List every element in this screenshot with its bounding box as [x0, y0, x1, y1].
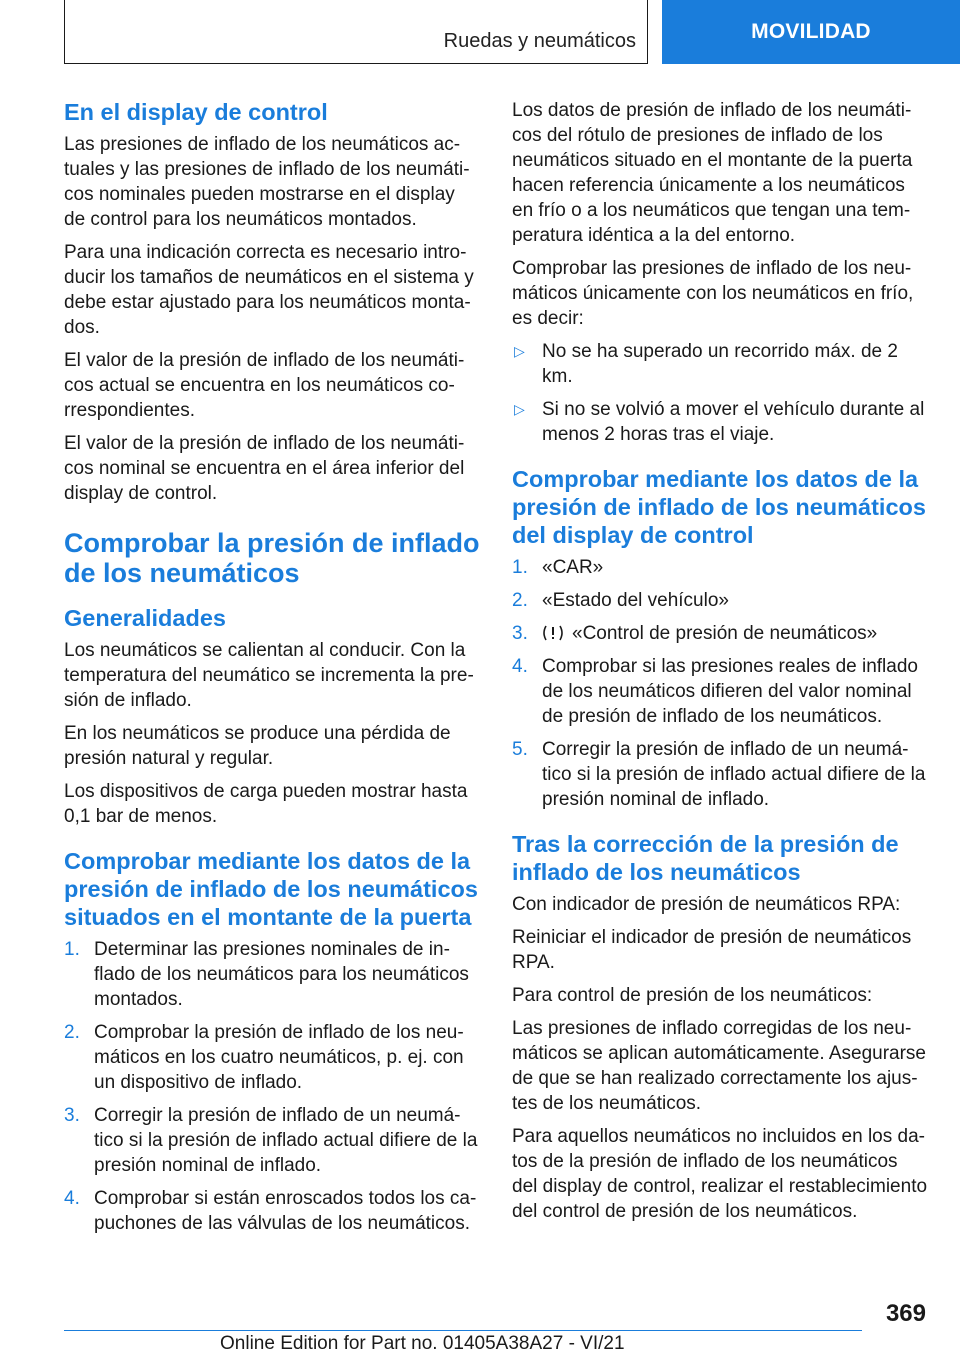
paragraph: Los neumáticos se calientan al conducir. Con la temperatura del neumático se incrementa la presión de inflado. — [64, 640, 474, 711]
list-item: 4. Comprobar si están enroscados todos los capuchones de las válvulas de los neumáticos. — [64, 1188, 477, 1234]
bullet-triangle-icon: ▷ — [514, 401, 525, 417]
page-number: 369 — [885, 1300, 926, 1327]
paragraph: Para una indicación correcta es necesario introducir los tamaños de neumáticos en el sistema y debe estar ajustado para los neumáticos montados. — [64, 242, 474, 338]
heading-display-control: En el display de control — [64, 99, 328, 125]
section-title: Ruedas y neumáticos — [443, 30, 636, 52]
bullet-triangle-icon: ▷ — [514, 343, 525, 359]
heading-door-pillar: Comprobar mediante los datos de la presión de inflado de los neumáticos situados en el montante de la puerta — [64, 848, 478, 930]
paragraph: Para aquellos neumáticos no incluidos en los datos de la presión de inflado de los neumáticos del display de control, realizar el restablecimiento del control de presión de los neumáticos. — [512, 1126, 928, 1222]
paragraph: El valor de la presión de inflado de los neumáticos nominal se encuentra en el área inferior del display de control. — [64, 433, 465, 504]
footer-edition: Online Edition for Part no. 01405A38A27 - VI/21 — [220, 1333, 625, 1354]
paragraph: En los neumáticos se produce una pérdida de presión natural y regular. — [64, 723, 451, 769]
left-column — [64, 98, 480, 1244]
list-item: 5. Corregir la presión de inflado de un neumático si la presión de inflado actual difiere de la presión nominal de inflado. — [512, 739, 926, 810]
list-item: 1. Determinar las presiones nominales de inflado de los neumáticos para los neumáticos montados. — [64, 939, 469, 1010]
heading-general: Generalidades — [64, 605, 226, 631]
paragraph: Las presiones de inflado de los neumáticos actuales y las presiones de inflado de los neumáticos nominales pueden mostrarse en el display de control para los neumáticos montados. — [64, 134, 470, 230]
steps-list-display — [512, 555, 928, 812]
paragraph: Los datos de presión de inflado de los neumáticos del rótulo de presiones de inflado de los neumáticos situado en el montante de la puerta hacen referencia únicamente a los neumáticos en frío o a los neumáticos que tengan una temperatura idéntica a la del entorno. — [512, 100, 913, 246]
list-item: 4. Comprobar si las presiones reales de inflado de los neumáticos difieren del valor nominal de presión de inflado de los neumáticos. — [512, 656, 918, 727]
footer-divider — [64, 1330, 862, 1331]
paragraph: El valor de la presión de inflado de los neumáticos actual se encuentra en los neumáticos correspondientes. — [64, 350, 465, 421]
chapter-tab[interactable]: MOVILIDAD — [662, 0, 960, 64]
heading-display-data: Comprobar mediante los datos de la presión de inflado de los neumáticos del display de control — [512, 466, 926, 548]
heading-check-pressure: Comprobar la presión de inflado de los neumáticos — [64, 528, 480, 588]
paragraph: Reiniciar el indicador de presión de neumáticos RPA. — [512, 927, 912, 973]
list-item: 2. «Estado del vehículo» — [512, 590, 729, 611]
list-item: 3. Corregir la presión de inflado de un neumático si la presión de inflado actual difiere de la presión nominal de inflado. — [64, 1105, 478, 1176]
paragraph: Los dispositivos de carga pueden mostrar hasta 0,1 bar de menos. — [64, 781, 468, 827]
steps-list-door — [64, 937, 480, 1236]
paragraph: Para control de presión de los neumáticos: — [512, 985, 873, 1006]
paragraph: Comprobar las presiones de inflado de los neumáticos únicamente con los neumáticos en frío, es decir: — [512, 258, 914, 329]
heading-after-correction: Tras la corrección de la presión de inflado de los neumáticos — [512, 831, 899, 885]
list-item: 2. Comprobar la presión de inflado de los neumáticos en los cuatro neumáticos, p. ej. con un dispositivo de inflado. — [64, 1022, 464, 1093]
list-item: 3. «Control de presión de neumáticos» — [512, 623, 878, 644]
list-item: 1. «CAR» — [512, 557, 604, 578]
bullet-list — [512, 339, 928, 447]
paragraph: Con indicador de presión de neumáticos RPA: — [512, 894, 901, 915]
paragraph: Las presiones de inflado corregidas de los neumáticos se aplican automáticamente. Asegurarse de que se han realizado correctamente los ajustes de los neumáticos. — [512, 1018, 926, 1114]
tire-pressure-warning-icon — [542, 624, 564, 642]
right-column — [512, 98, 928, 1232]
list-item: ▷ Si no se volvió a mover el vehículo durante al menos 2 horas tras el viaje. — [514, 399, 925, 445]
list-item: ▷ No se ha superado un recorrido máx. de 2 km. — [514, 341, 898, 387]
